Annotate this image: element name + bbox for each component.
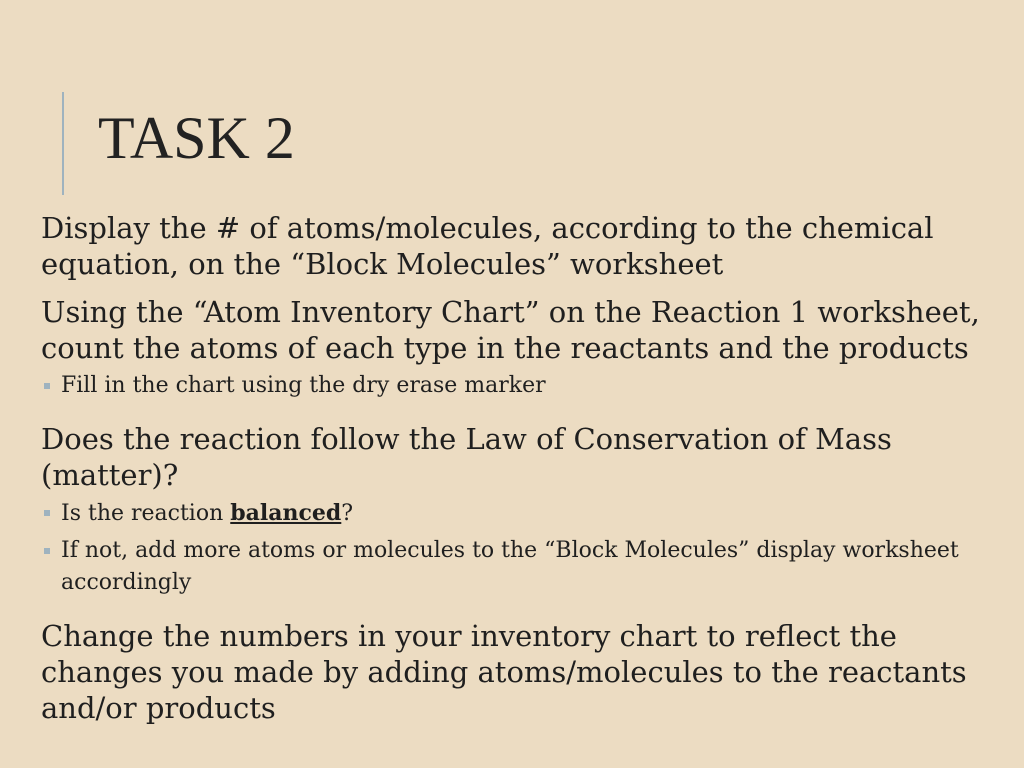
question-conservation-of-mass: Does the reaction follow the Law of Conservation of Mass (matter)? — [41, 422, 892, 492]
instruction-display-atoms: Display the # of atoms/molecules, according to the chemical equation, on the “Block Molecules” worksheet — [41, 211, 934, 281]
square-bullet-icon — [44, 510, 50, 516]
slide-body — [41, 210, 1001, 726]
sub-item-label: If not, add more atoms or molecules to the “Block Molecules” display worksheet accordingly — [61, 538, 959, 595]
square-bullet-icon — [44, 548, 50, 554]
sub-item-label: Fill in the chart using the dry erase marker — [61, 373, 546, 398]
instruction-change-numbers: Change the numbers in your inventory chart to reflect the changes you made by adding atoms/molecules to the reactants and/or products — [41, 619, 967, 725]
slide-title: TASK 2 — [98, 105, 295, 171]
emphasis-balanced: balanced — [230, 500, 342, 526]
title-accent-bar — [62, 92, 64, 195]
sub-item-fill-chart — [41, 370, 1001, 402]
instruction-atom-inventory: Using the “Atom Inventory Chart” on the Reaction 1 worksheet, count the atoms of each type in the reactants and the products — [41, 295, 980, 365]
square-bullet-icon — [44, 383, 50, 389]
sub-item-label-before: Is the reaction — [61, 501, 231, 526]
sub-item-balanced — [41, 497, 1001, 530]
sub-item-label-after: ? — [341, 501, 354, 526]
sub-item-add-atoms — [41, 535, 1001, 599]
